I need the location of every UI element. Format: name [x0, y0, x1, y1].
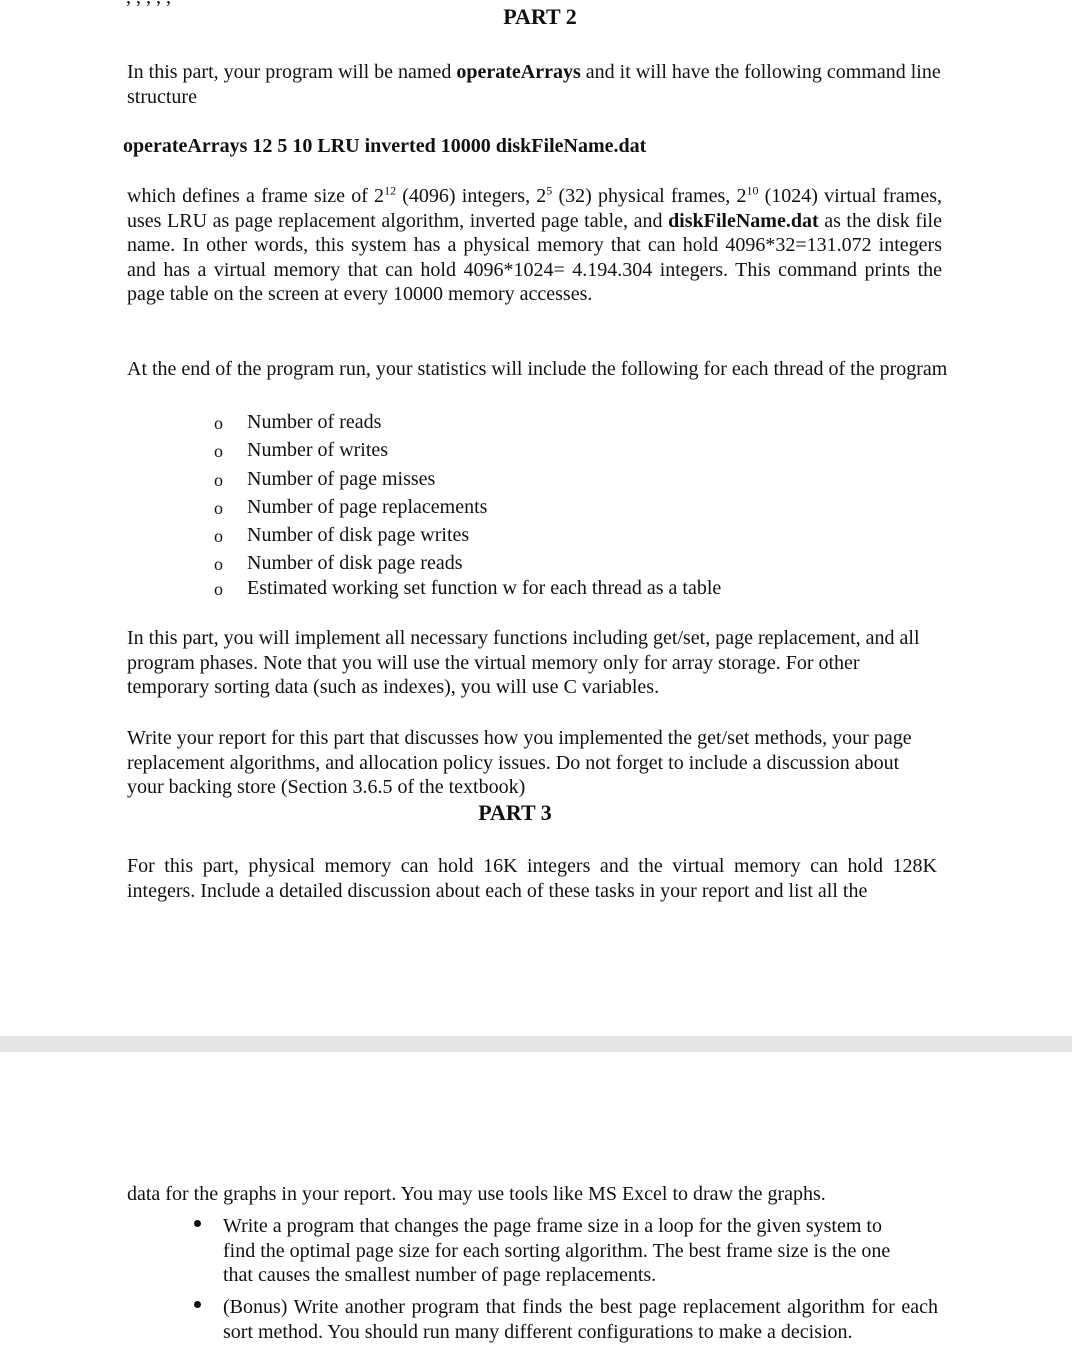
- bullet-marker: o: [214, 554, 223, 574]
- part3-heading: PART 3: [478, 800, 552, 825]
- part3-intro: For this part, physical memory can hold 16K integers and the virtual memory can hold 128K integers. Include a detailed discussion about each of these tasks in your report and list all the: [127, 855, 937, 902]
- command-line: operateArrays 12 5 10 LRU inverted 10000 diskFileName.dat: [123, 135, 647, 157]
- part2-intro: In this part, your program will be named operateArrays and it will have the following command line structure: [127, 61, 941, 108]
- page-break: [0, 1036, 1072, 1052]
- bullet-marker: o: [214, 413, 223, 433]
- list-item: Number of writes: [247, 439, 389, 461]
- program-name: operateArrays: [456, 61, 581, 83]
- list-item: Number of disk page writes: [247, 524, 470, 546]
- document-page-2: [0, 1052, 1072, 1348]
- bullet-marker: o: [214, 441, 223, 461]
- bullet-dot: [194, 1220, 201, 1227]
- statistics-intro: At the end of the program run, your statistics will include the following for each thread of the program: [127, 358, 948, 380]
- part2-heading: PART 2: [503, 4, 577, 29]
- list-item: Estimated working set function w for each thread as a table: [247, 577, 722, 599]
- list-item: Number of disk page reads: [247, 552, 463, 574]
- disk-file-name: diskFileName.dat: [668, 209, 819, 232]
- list-item: Number of page misses: [247, 468, 436, 490]
- implementation-paragraph: In this part, you will implement all necessary functions including get/set, page replacement, and all program phases. Note that you will use the virtual memory only for array storage. For other temporary sorting data (such as indexes), you will use C variables.: [127, 627, 920, 698]
- bullet-marker: o: [214, 526, 223, 546]
- continuation-text: data for the graphs in your report. You may use tools like MS Excel to draw the graphs.: [127, 1183, 826, 1205]
- bullet-marker: o: [214, 498, 223, 518]
- bullet-marker: o: [214, 470, 223, 490]
- list-item: Number of page replacements: [247, 496, 488, 518]
- report-paragraph: Write your report for this part that discusses how you implemented the get/set methods, your page replacement algorithms, and allocation policy issues. Do not forget to include a discussion about your backing store (Section 3.6.5 of the textbook): [127, 727, 912, 798]
- definitions-paragraph: which defines a frame size of $2^{12}$ (4096) integers, $2^5$ (32) physical frames, $2^{10}$ (1024) virtual frames, uses LRU as page replacement algorithm, inverted page table, and diskFileName.dat as the disk file name. In other words, this system has a physical memory that can hold 4096*32=131.072 integers and has a virtual memory that can hold 4096*1024= 4.194.304 integers. This command prints the page table on the screen at every 10000 memory accesses.: [127, 183, 942, 305]
- list-item: (Bonus) Write another program that finds the best page replacement algorithm for each sort method. You should run many different configurations to make a decision.: [223, 1296, 938, 1343]
- list-item: Number of reads: [247, 411, 382, 433]
- list-item: Write a program that changes the page frame size in a loop for the given system to find the optimal page size for each sorting algorithm. The best frame size is the one that causes the smallest number of page replacements.: [223, 1215, 891, 1286]
- bullet-marker: o: [214, 579, 223, 599]
- bullet-dot: [194, 1301, 201, 1308]
